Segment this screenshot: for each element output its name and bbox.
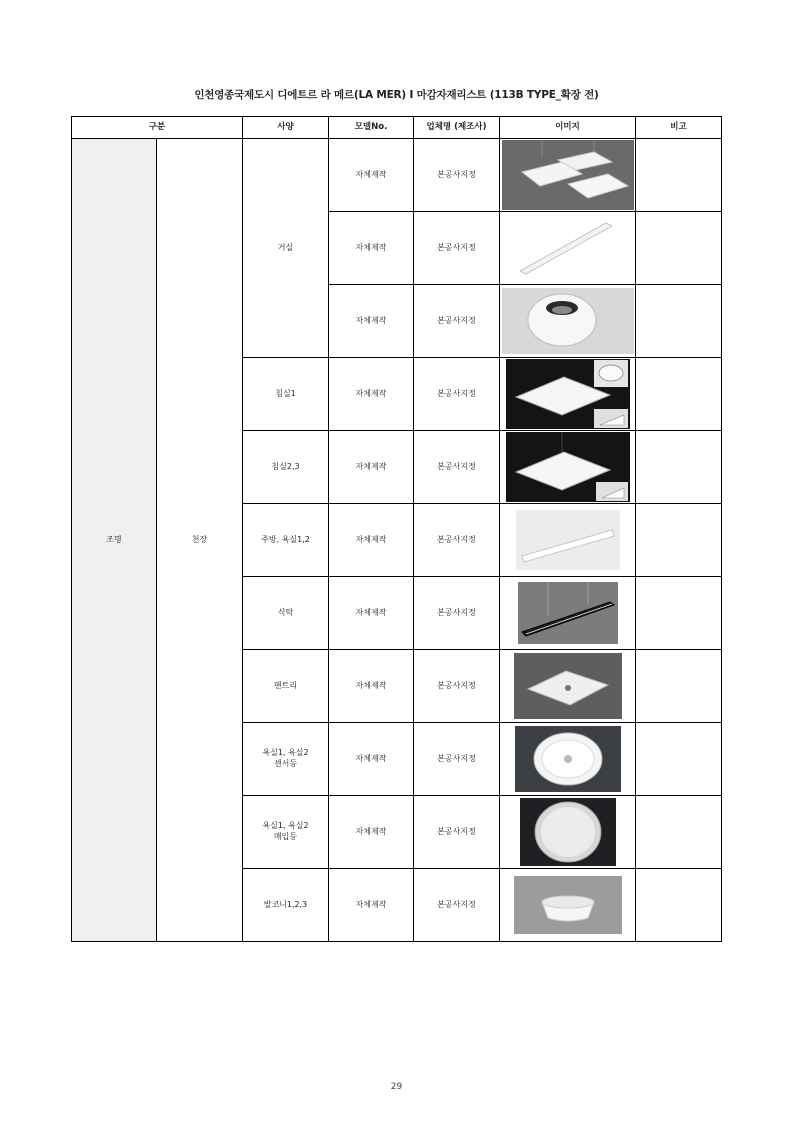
spec-cell: 팬트리 — [243, 650, 329, 723]
square-panel-lights-image — [502, 140, 634, 210]
table-row — [72, 139, 722, 212]
model-cell: 자체제작 — [329, 358, 414, 431]
image-cell — [500, 650, 636, 723]
note-cell — [636, 139, 722, 212]
maker-cell: 본공사지정 — [414, 577, 500, 650]
note-cell — [636, 796, 722, 869]
note-cell — [636, 358, 722, 431]
image-cell — [500, 504, 636, 577]
model-cell: 자체제작 — [329, 796, 414, 869]
model-cell: 자체제작 — [329, 650, 414, 723]
image-cell — [500, 869, 636, 942]
image-cell — [500, 723, 636, 796]
image-cell — [500, 212, 636, 285]
sensor-light-image — [515, 726, 621, 792]
note-cell — [636, 431, 722, 504]
maker-cell: 본공사지정 — [414, 358, 500, 431]
spec-cell-living: 거실 — [243, 139, 329, 358]
spec-cell: 침실2,3 — [243, 431, 329, 504]
header-model: 모델No. — [329, 117, 414, 139]
note-cell — [636, 285, 722, 358]
header-image: 이미지 — [500, 117, 636, 139]
category-main-cell: 조명 — [72, 139, 157, 942]
image-cell — [500, 796, 636, 869]
header-note: 비고 — [636, 117, 722, 139]
maker-cell: 본공사지정 — [414, 650, 500, 723]
category-sub-cell: 천장 — [157, 139, 243, 942]
image-cell — [500, 431, 636, 504]
header-maker: 업체명 (제조사) — [414, 117, 500, 139]
model-cell: 자체제작 — [329, 139, 414, 212]
spec-cell: 식탁 — [243, 577, 329, 650]
note-cell — [636, 650, 722, 723]
linear-bar-light-image — [502, 213, 634, 283]
maker-cell: 본공사지정 — [414, 723, 500, 796]
table-header-row — [72, 117, 722, 139]
maker-cell: 본공사지정 — [414, 796, 500, 869]
spec-cell: 욕실1, 욕실2 매입등 — [243, 796, 329, 869]
page-number: 29 — [390, 1082, 403, 1092]
linear-light-image — [516, 510, 620, 570]
spec-cell: 침실1 — [243, 358, 329, 431]
balcony-light-image — [514, 876, 622, 934]
spec-cell: 주방, 욕실1,2 — [243, 504, 329, 577]
maker-cell: 본공사지정 — [414, 285, 500, 358]
image-cell — [500, 285, 636, 358]
model-cell: 자체제작 — [329, 577, 414, 650]
image-cell — [500, 577, 636, 650]
model-cell: 자체제작 — [329, 285, 414, 358]
pendant-bar-light-image — [518, 582, 618, 644]
note-cell — [636, 212, 722, 285]
square-pendant-light-image — [506, 432, 630, 502]
model-cell: 자체제작 — [329, 431, 414, 504]
spec-cell: 발코니1,2,3 — [243, 869, 329, 942]
model-cell: 자체제작 — [329, 504, 414, 577]
model-cell: 자체제작 — [329, 723, 414, 796]
header-spec: 사양 — [243, 117, 329, 139]
square-pendant-light-image — [506, 359, 630, 429]
note-cell — [636, 504, 722, 577]
spec-cell: 욕실1, 욕실2 센서등 — [243, 723, 329, 796]
finish-material-table — [71, 116, 722, 942]
model-cell: 자체제작 — [329, 869, 414, 942]
note-cell — [636, 723, 722, 796]
header-category: 구분 — [72, 117, 243, 139]
image-cell — [500, 139, 636, 212]
maker-cell: 본공사지정 — [414, 504, 500, 577]
maker-cell: 본공사지정 — [414, 431, 500, 504]
note-cell — [636, 577, 722, 650]
recessed-light-image — [520, 798, 616, 866]
model-cell: 자체제작 — [329, 212, 414, 285]
note-cell — [636, 869, 722, 942]
document-title: 인천영종국제도시 디에트르 라 메르(LA MER) I 마감자재리스트 (113B TYPE_확장 전) — [194, 89, 599, 101]
downlight-image — [502, 288, 634, 354]
maker-cell: 본공사지정 — [414, 869, 500, 942]
maker-cell: 본공사지정 — [414, 212, 500, 285]
maker-cell: 본공사지정 — [414, 139, 500, 212]
image-cell — [500, 358, 636, 431]
square-ceiling-light-image — [514, 653, 622, 719]
